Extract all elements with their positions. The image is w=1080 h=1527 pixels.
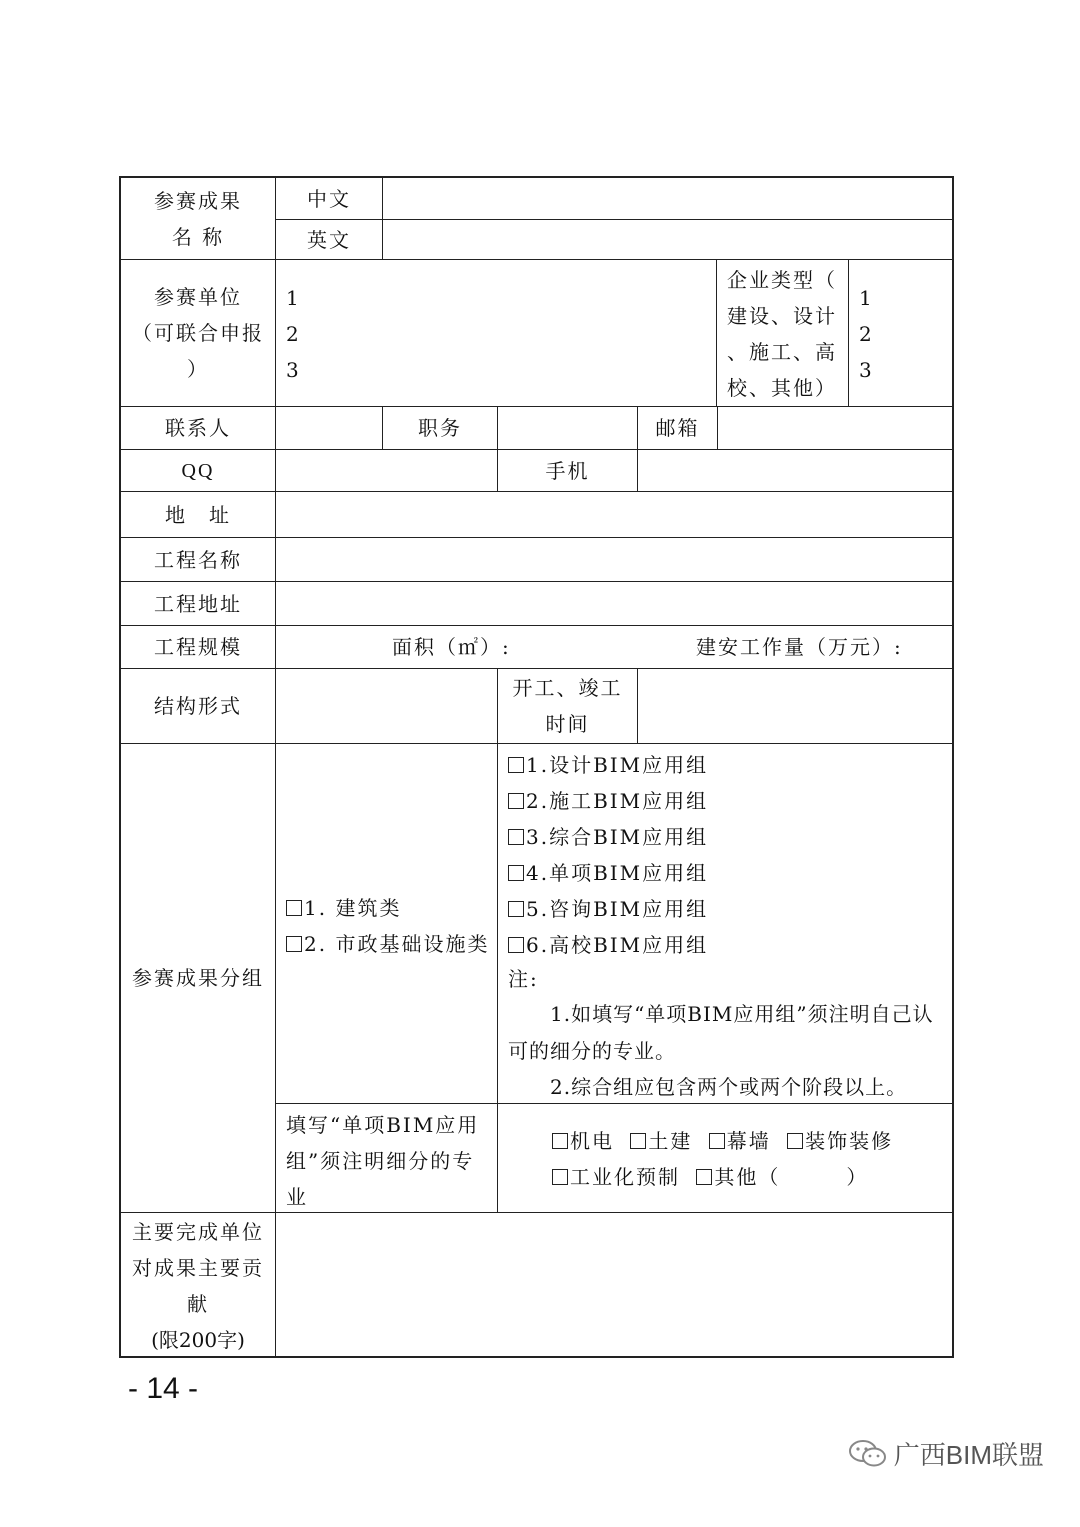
group-comprehensive[interactable]: 3.综合BIM应用组 [508,819,944,855]
company-type-label-cell [717,260,849,407]
checkbox-icon [709,1133,725,1149]
contact-field[interactable] [276,407,383,450]
unit-label-line1: 参赛单位 [154,285,242,309]
email-label: 邮箱 [655,416,700,440]
contribution-line2: 对成果主要贡 [132,1255,264,1280]
watermark-text: 广西BIM联盟 [893,1440,1044,1470]
specialty-prefab[interactable]: 工业化预制 [552,1165,680,1189]
grouping-label-cell [121,744,276,1213]
contribution-line4: (限200字) [151,1327,245,1352]
checkbox-icon [508,865,524,881]
scale-label: 工程规模 [154,635,242,659]
category-building[interactable]: 1. 建筑类 [286,890,489,926]
workload-label: 建安工作量（万元）: [696,635,903,659]
email-label-cell [638,407,718,450]
wechat-icon [848,1438,888,1470]
specialty-label-line3: 业 [286,1185,308,1209]
structure-label: 结构形式 [154,694,242,718]
checkbox-icon [508,901,524,917]
watermark [848,1435,1044,1472]
contact-label: 联系人 [165,416,231,440]
checkbox-icon [696,1169,712,1185]
time-label-line1: 开工、竣工 [512,676,623,700]
qq-field[interactable] [276,450,498,492]
area-label: 面积（㎡）: [392,635,511,659]
time-label-line2: 时间 [545,712,590,736]
company-type-field[interactable] [849,260,954,407]
scale-label-cell [121,626,276,669]
address-label: 地 址 [165,502,231,527]
contribution-label-cell [121,1213,276,1358]
time-label-cell [498,669,638,744]
type-num-1: 1 [859,286,874,310]
mobile-label: 手机 [545,458,590,483]
group-single[interactable]: 4.单项BIM应用组 [508,855,944,891]
note-1a: 1.如填写“单项BIM应用组”须注明自己认 [550,1002,934,1026]
specialty-civil[interactable]: 土建 [630,1129,692,1153]
mobile-field[interactable] [638,450,954,492]
address-field[interactable] [276,492,954,538]
specialty-label-cell [276,1104,498,1213]
project-name-label: 工程名称 [154,547,242,572]
name-label-line1: 参赛成果 [154,188,242,213]
specialty-mep[interactable]: 机电 [552,1129,614,1153]
checkbox-icon [508,793,524,809]
contribution-line1: 主要完成单位 [132,1219,264,1244]
english-label: 英文 [307,227,351,252]
checkbox-icon [508,937,524,953]
note-2: 2.综合组应包含两个或两个阶段以上。 [550,1075,908,1099]
note-title: 注: [508,967,539,991]
category-municipal[interactable]: 2. 市政基础设施类 [286,926,489,962]
specialty-label-line1: 填写“单项BIM应用 [286,1113,480,1137]
project-address-field[interactable] [276,582,954,626]
category-cell [276,744,498,1104]
group-construction[interactable]: 2.施工BIM应用组 [508,783,944,819]
chinese-label: 中文 [307,186,351,211]
registration-form [119,176,954,1358]
page-number: - 14 - [128,1372,199,1405]
unit-label-cell [121,260,276,407]
checkbox-icon [286,936,302,952]
position-label: 职务 [418,416,462,440]
qq-label-cell [121,450,276,492]
note-1b: 可的细分的专业。 [508,1039,676,1063]
group-consulting[interactable]: 5.咨询BIM应用组 [508,891,944,927]
english-label-cell [276,220,383,260]
english-name-field[interactable] [383,220,954,260]
company-type-line1: 企业类型（ [727,268,837,292]
type-num-2: 2 [859,322,874,346]
specialty-decoration[interactable]: 装饰装修 [787,1129,893,1153]
unit-num-3: 3 [286,358,301,382]
checkbox-icon [286,900,302,916]
project-name-label-cell [121,538,276,582]
checkbox-icon [508,829,524,845]
contribution-field[interactable] [276,1213,954,1358]
group-design[interactable]: 1.设计BIM应用组 [508,747,944,783]
unit-list-field[interactable] [276,260,717,407]
qq-label: QQ [181,459,215,482]
group-university[interactable]: 6.高校BIM应用组 [508,927,944,963]
project-address-label: 工程地址 [154,591,242,616]
unit-num-2: 2 [286,322,301,346]
specialty-other[interactable]: 其他（ ） [696,1165,868,1189]
chinese-label-cell [276,178,383,220]
type-num-3: 3 [859,358,874,382]
specialty-label-line2: 组”须注明细分的专 [286,1149,475,1173]
name-label-cell [121,178,276,260]
checkbox-icon [552,1133,568,1149]
contribution-line3: 献 [187,1291,209,1316]
checkbox-icon [787,1133,803,1149]
unit-label-line3: ） [187,357,209,381]
checkbox-icon [508,757,524,773]
address-label-cell [121,492,276,538]
checkbox-icon [552,1169,568,1185]
name-label-line2: 名 称 [171,224,225,249]
position-field[interactable] [498,407,638,450]
unit-num-1: 1 [286,286,301,310]
company-type-line3: 、施工、高 [727,340,837,364]
contact-label-cell [121,407,276,450]
structure-label-cell [121,669,276,744]
time-field[interactable] [638,669,954,744]
checkbox-icon [630,1133,646,1149]
groups-cell [498,744,954,1104]
unit-label-line2: （可联合申报 [132,321,264,345]
specialty-options-cell [498,1104,954,1213]
grouping-label: 参赛成果分组 [132,966,264,990]
chinese-name-field[interactable] [383,178,954,220]
structure-field[interactable] [276,669,498,744]
email-field[interactable] [718,407,954,450]
scale-field[interactable] [276,626,954,669]
mobile-label-cell [498,450,638,492]
company-type-line4: 校、其他） [727,376,837,400]
project-address-label-cell [121,582,276,626]
project-name-field[interactable] [276,538,954,582]
company-type-line2: 建设、设计 [727,304,837,328]
position-label-cell [383,407,498,450]
specialty-curtain-wall[interactable]: 幕墙 [709,1129,771,1153]
